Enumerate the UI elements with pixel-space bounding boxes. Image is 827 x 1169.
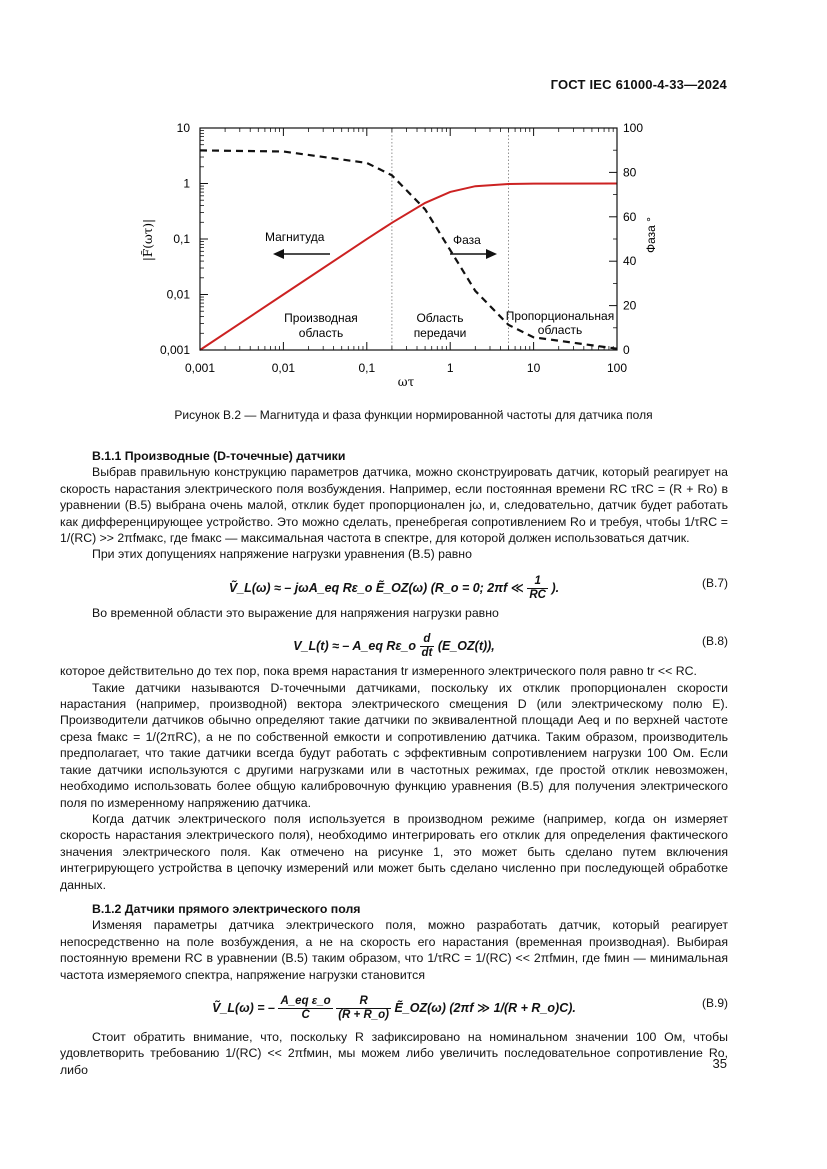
phase-arrowhead [486,249,497,259]
y-right-tick-label: 100 [623,121,644,135]
equation-text: ). [551,580,560,595]
x-tick-label: 0,01 [271,361,296,375]
transfer-region-label-1: Область [416,311,464,325]
paragraph: Когда датчик электрического поля используется в производном режиме (например, когда он измеряет скорость нарастания электрического поля), необходимо интегрировать его отклик для определения фактического значения электрического поля. Как отмечено на рисунке 1, это может быть сделано путем включения интегрирующего устройства в цепочку измерений или может быть сделано численно при последующей обработке данных. [60,811,728,892]
magnitude-arrowhead [273,249,284,259]
document-id: ГОСТ IEC 61000-4-33—2024 [550,77,727,92]
x-tick-label: 1 [446,361,454,375]
derivative-region-label-1: Производная [284,311,358,325]
x-axis-label: ωτ [397,375,415,389]
section-heading-b11: В.1.1 Производные (D-точечные) датчики [92,449,346,463]
derivative-region-label-2: область [298,326,344,340]
paragraph: При этих допущениях напряжение нагрузки уравнения (В.5) равно [92,547,472,562]
x-tick-label: 0,1 [358,361,376,375]
fraction-numerator: A_eq ε_o [280,994,331,1007]
y-right-tick-label: 20 [623,298,637,313]
section-heading-b12: В.1.2 Датчики прямого электрического поля [92,901,361,916]
fraction [527,575,548,602]
fraction-denominator: C [301,1008,310,1021]
fraction-denominator: RC [529,588,546,601]
y-right-tick-label: 40 [623,254,637,269]
paragraph: которое действительно до тех пор, пока время нарастания tr измеренного электрического поля равно tr << RC. [60,664,697,679]
figure-caption: Рисунок В.2 — Магнитуда и фаза функции нормированной частоты для датчика поля [174,408,653,422]
equation-text: Ṽ_L(ω) ≈ – jωA_eq Rε_o Ẽ_OZ(ω) (R_o = 0; 2πf ≪ [228,580,528,595]
equation-number: (В.9) [701,995,728,1010]
fraction-denominator: (R + R_o) [338,1008,389,1021]
equation-number: (В.7) [701,575,728,590]
fraction-numerator: d [420,633,435,647]
paragraph: Такие датчики называются D-точечными датчиками, поскольку их отклик пропорционален скорости нарастания (например, производной) вектора электрического смещения D (или электрическому полю E). Производители датчиков обычно определяют такие датчики по эквивалентной площади Aeq и по верхней частоте среза fмакс = 1/(2πRC), а не по собственной емкости и сопротивлению датчика. Таким образом, производитель предполагает, что такие датчики всегда будут работать с эффективным сопротивлением нагрузки 100 Ом. Если такие датчики используются с другими нагрузками или в частотных режимах, где простой отклик невозможен, необходимо использовать более общую калибровочную функцию уравнения (В.5) для получения электрического поля по измеренному напряжению датчика. [60,680,728,810]
magnitude-phase-chart [0,0,827,400]
fraction-numerator: R [336,995,391,1009]
equation-b7 [60,569,728,599]
y-right-tick-label: 80 [623,165,637,180]
equation-b9 [60,989,728,1023]
equation-text: Ẽ_OZ(ω) (2πf ≫ 1/(R + R_o)C). [394,1000,576,1015]
y-left-tick-label: 0,01 [166,287,190,302]
equation-text: Ṽ_L(ω) = – [212,1000,279,1015]
proportional-region-label-1: Пропорциональная [505,309,615,323]
y-right-tick-label: 60 [623,209,637,224]
transfer-region-label-2: передачи [413,326,467,340]
fraction [336,995,391,1022]
proportional-region-label-2: область [537,323,583,337]
equation-text: (E_OZ(t)), [437,639,495,654]
page-number: 35 [712,1056,727,1071]
y-right-axis-label: Фаза ° [644,217,658,253]
paragraph: Во временной области это выражение для напряжения нагрузки равно [92,605,499,620]
fraction [420,633,435,660]
x-tick-label: 100 [606,361,628,375]
y-right-tick-label: 0 [623,343,630,357]
paragraph: Выбрав правильную конструкцию параметров датчика, можно сконструировать датчик, который реагирует на скорость нарастания электрического поля возбуждения. Например, если постоянная времени RC τRC = (R + Ro) в уравнении (В.5) выбрана очень малой, отклик будет пропорционален jω, и, следовательно, датчик будет работать как дифференцирующее устройство. Это можно сделать, пренебрегая сопротивлением Ro и требуя, чтобы 1/τRC = 1/(RC) >> 2πfмакс, где fмакс — максимальная частота в спектре, для которой должен использоваться датчик. [60,465,728,546]
fraction [278,995,332,1022]
fraction-numerator: 1 [527,575,548,589]
y-left-tick-label: 10 [176,121,190,135]
equation-text: V_L(t) ≈ – A_eq Rε_o [293,639,420,654]
y-left-tick-label: 0,001 [159,343,190,357]
x-tick-label: 10 [526,361,541,375]
page-body [60,448,728,1078]
paragraph: Изменяя параметры датчика электрического поля, можно разработать датчик, который реагирует непосредственно на поле возбуждения, а не на скорость его нарастания (временная производная). Выбирая постоянную времени RC в уравнении (В.5) таким образом, что 1/τRC = 1/(RC) << 2πfмин, где fмин — минимальная частота измеряемого спектра, напряжение нагрузки становится [60,918,728,982]
y-left-tick-label: 0,1 [173,232,190,246]
equation-b8 [60,627,728,660]
magnitude-arrow-label: Магнитуда [265,230,325,244]
paragraph: Стоит обратить внимание, что, поскольку R зафиксировано на номинальном значении 100 Ом, чтобы удовлетворить требованию 1/(RC) << 2πfмин, мы можем либо увеличить последовательное сопротивление Ro, либо [60,1029,728,1077]
y-left-tick-label: 1 [183,176,190,191]
equation-number: (В.8) [701,634,728,649]
y-left-axis-label: |F̃(ωτ)| [141,218,155,262]
phase-arrow-label: Фаза [453,233,481,247]
x-tick-label: 0,001 [184,361,216,375]
fraction-denominator: dt [421,647,433,660]
